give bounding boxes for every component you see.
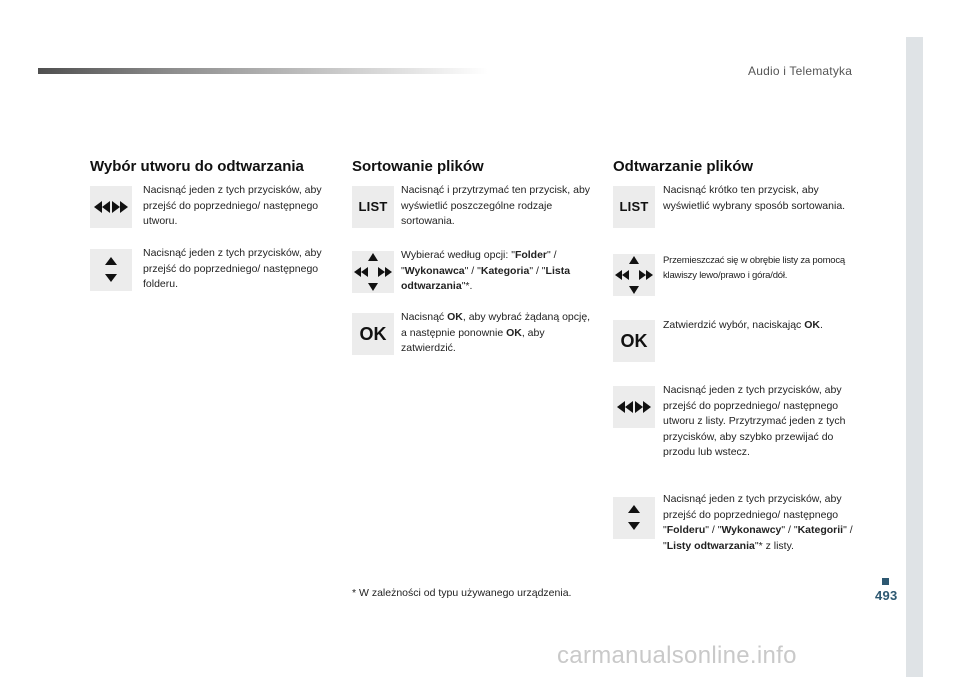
col1-item1-text: Nacisnąć jeden z tych przycisków, aby przejść do poprzedniego/ następnego utworu.: [143, 184, 322, 227]
ok-label: OK: [620, 331, 648, 351]
page-edge-bar: [906, 37, 923, 677]
left-right-arrows-icon: [613, 386, 655, 428]
section-title: Audio i Telematyka: [748, 64, 853, 78]
list-button-icon: [352, 186, 394, 228]
heading-file-sorting: Sortowanie plików: [352, 158, 484, 175]
up-down-arrows-icon: [613, 497, 655, 539]
col3-item2-text: Przemieszczać się w obrębie listy za pomocą klawiszy lewo/prawo i góra/dół.: [663, 255, 845, 281]
up-down-arrows-icon: [90, 249, 132, 291]
page-number: 493: [875, 588, 898, 603]
col1-item2-text: Nacisnąć jeden z tych przycisków, aby przejść do poprzedniego/ następnego folderu.: [143, 247, 322, 290]
left-right-arrows-icon: [90, 186, 132, 228]
four-way-arrows-icon: [613, 254, 655, 296]
four-way-arrows-icon: [352, 251, 394, 293]
col2-item2-text: Wybierać według opcji: "Folder" / "Wykonawca" / "Kategoria" / "Lista odtwarzania"*.: [401, 249, 571, 292]
watermark-text: carmanualsonline.info: [557, 642, 797, 669]
list-button-icon: [613, 186, 655, 228]
header-gradient-bar: [38, 68, 488, 74]
footnote: * W zależności od typu używanego urządzenia.: [352, 587, 572, 599]
list-label: LIST: [619, 199, 649, 214]
page-marker: [882, 578, 889, 585]
list-label: LIST: [358, 199, 388, 214]
heading-file-playback: Odtwarzanie plików: [613, 158, 754, 175]
ok-button-icon: [352, 313, 394, 355]
col2-item3-text: Nacisnąć OK, aby wybrać żądaną opcję, a następnie ponownie OK, aby zatwierdzić.: [401, 311, 591, 354]
ok-button-icon: [613, 320, 655, 362]
col3-item1-text: Nacisnąć krótko ten przycisk, aby wyświetlić wybrany sposób sortowania.: [663, 184, 846, 212]
col2-item1-text: Nacisnąć i przytrzymać ten przycisk, aby wyświetlić poszczególne rodzaje sortowania.: [401, 184, 591, 227]
heading-track-selection: Wybór utworu do odtwarzania: [90, 158, 304, 175]
col3-item4-text: Nacisnąć jeden z tych przycisków, aby przejść do poprzedniego/ następnego utworu z listy. Przytrzymać jeden z tych przycisków, aby szybko przewijać do przodu lub wstecz.: [663, 384, 846, 458]
ok-label: OK: [359, 324, 387, 344]
col3-item5-text: Nacisnąć jeden z tych przycisków, aby przejść do poprzedniego/ następnego "Folderu" / "Wykonawcy" / "Kategorii" / "Listy odtwarzania"* z listy.: [663, 493, 853, 552]
col3-item3-text: Zatwierdzić wybór, naciskając OK.: [663, 319, 823, 331]
